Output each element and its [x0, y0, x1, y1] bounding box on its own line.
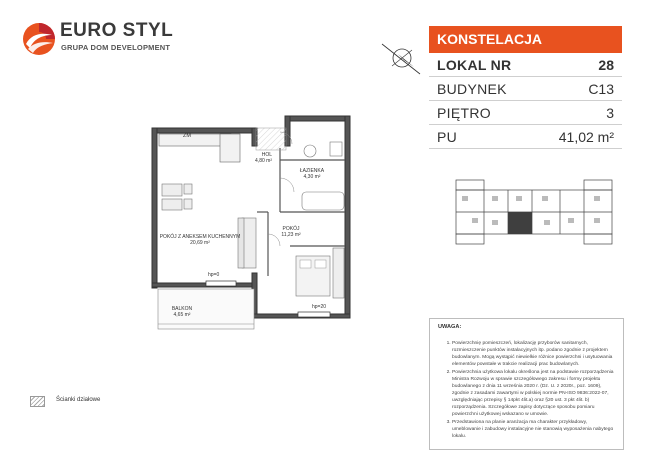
- brand-subtitle: GRUPA DOM DEVELOPMENT: [61, 43, 171, 52]
- room-area-hall: 4,80 m²: [255, 158, 272, 164]
- note-item: 2. Powierzchnia użytkowa lokalu określona jest na podstawie rozporządzenia Ministra Rozwoju w sprawie szczegółowego zakresu i formy projektu budowlanego z dnia 11 września 2020 r. (Dz. U. z 2020r., poz. 1609), zgodnie z zasadami zawartymi w polskiej normie PN-ISO 9836:2022-07, uwzględniając przepisy § 14pkt 4lit.a) oraz §20 ust. 3 pkt 4lit. b) rozporządzenia. Szczegółowe zapisy dotyczące sposobu pomiaru powierzchni użytkowej wskazano w umowie.: [452, 369, 615, 418]
- room-area-bedroom: 11,23 m²: [281, 232, 301, 238]
- fridge-label: ZM: [183, 133, 191, 139]
- info-label: PU: [437, 128, 458, 145]
- room-area-balcony: 4,65 m²: [173, 312, 191, 318]
- floor-plan: [140, 88, 365, 330]
- north-arrow-icon: [376, 36, 426, 82]
- legend-label: Ścianki działowe: [56, 397, 101, 403]
- info-row-floor: [429, 101, 622, 125]
- info-value: C13: [588, 80, 614, 97]
- sill-height-bedroom: hp=20: [312, 304, 327, 310]
- sill-height-living: hp=0: [208, 272, 220, 278]
- room-area-living: 20,69 m²: [190, 240, 210, 246]
- partition-wall-swatch: [30, 396, 45, 407]
- eurostyl-logo-icon: [22, 22, 56, 56]
- info-value: 28: [598, 56, 614, 73]
- info-label: LOKAL NR: [437, 56, 512, 73]
- info-label: BUDYNEK: [437, 80, 507, 97]
- info-row-building: [429, 77, 622, 101]
- notes-list: [438, 340, 615, 440]
- note-item: 3. Przedstawiona na planie aranżacja ma charakter przykładowy, umeblowanie i zabudowy instalacyjne nie stanowią wyposażenia nabytego lokalu.: [452, 419, 615, 440]
- info-label: PIĘTRO: [437, 104, 491, 121]
- info-value: 3: [606, 104, 614, 121]
- brand-name: EURO STYL: [60, 20, 174, 41]
- room-name-bedroom: POKÓJ: [282, 226, 300, 232]
- project-name: KONSTELACJA: [429, 26, 622, 53]
- room-name-bathroom: ŁAZIENKA: [299, 168, 325, 174]
- notes-box: [429, 318, 624, 450]
- room-name-balcony: BALKON: [171, 306, 193, 312]
- info-row-unit: [429, 53, 622, 77]
- note-item: 1. Powierzchnię pomieszczeń, lokalizację przyborów sanitarnych, rozmieszczenie punktów instalacyjnych itp. podano zgodnie z projektem budowlanym. Mogą wystąpić niewielkie różnice powierzchni i usytuowania elementów powstałe w trakcie realizacji prac budowlanych.: [452, 340, 615, 368]
- room-name-hall: HOL: [261, 152, 272, 158]
- building-key-plan: [448, 168, 620, 264]
- info-row-area: [429, 125, 622, 149]
- unit-info-panel: [429, 26, 622, 149]
- notes-heading: UWAGA:: [438, 324, 462, 330]
- info-value: 41,02 m²: [558, 128, 614, 145]
- room-area-bathroom: 4,30 m²: [303, 174, 321, 180]
- room-name-living: POKÓJ Z ANEKSEM KUCHENNYM: [159, 234, 241, 240]
